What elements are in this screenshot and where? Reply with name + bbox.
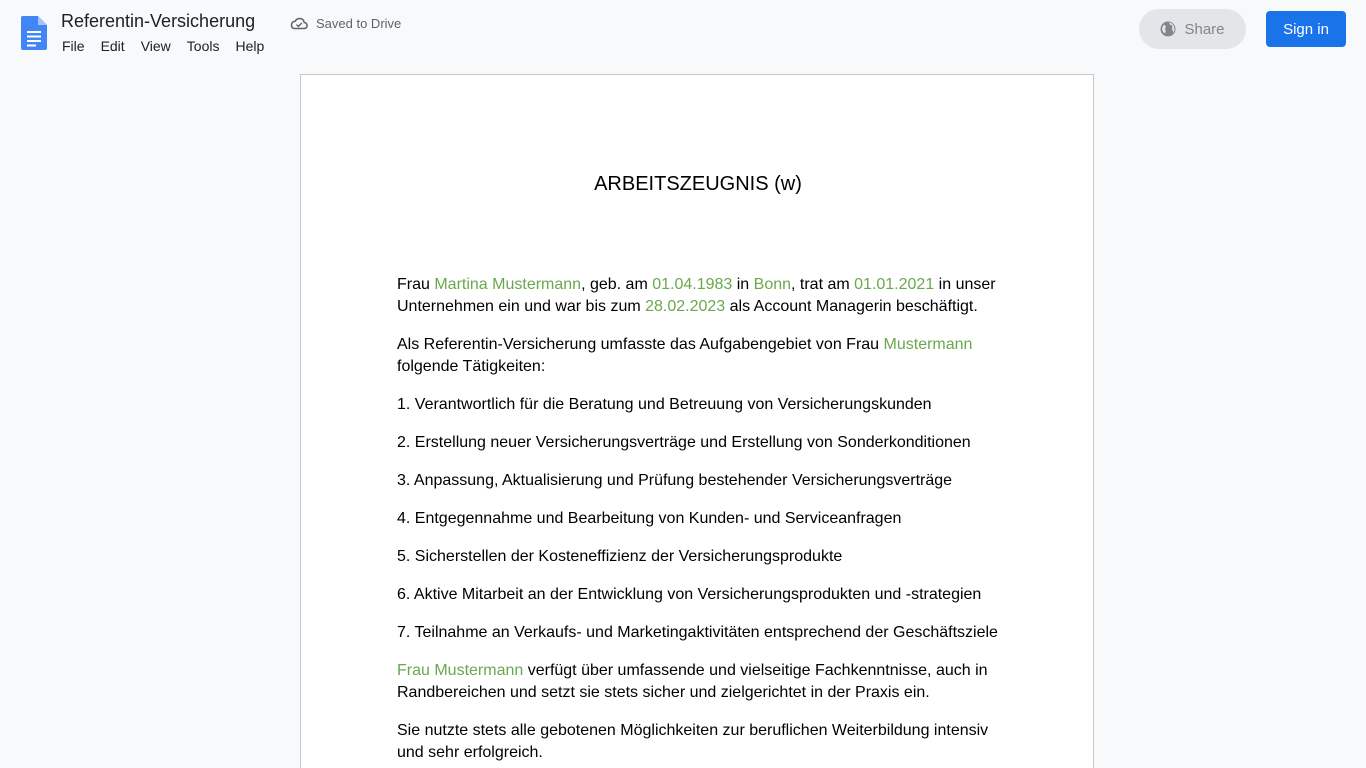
app-header (0, 0, 1366, 64)
globe-icon (1160, 21, 1176, 37)
docs-logo-icon[interactable] (21, 16, 47, 50)
document-page[interactable] (300, 74, 1094, 768)
employee-reference: Frau Mustermann (397, 662, 524, 679)
menu-help[interactable]: Help (235, 38, 265, 54)
cloud-done-icon (290, 16, 308, 30)
start-date: 01.01.2021 (854, 276, 935, 293)
document-title[interactable]: Referentin-Versicherung (61, 11, 256, 31)
save-status-label: Saved to Drive (316, 15, 402, 31)
end-date: 28.02.2023 (645, 298, 726, 315)
share-button[interactable] (1139, 9, 1246, 49)
employee-name: Martina Mustermann (434, 276, 582, 293)
document-heading: ARBEITSZEUGNIS (w) (594, 173, 802, 195)
task-item: 3. Anpassung, Aktualisierung und Prüfung bestehender Versicherungsverträge (397, 472, 953, 489)
paragraph-personal-data: Frau Martina Mustermann, geb. am 01.04.1983 in Bonn, trat am 01.01.2021 in unser Unternehmen ein und war bis zum 28.02.2023 als Account Managerin beschäftigt. (397, 276, 996, 315)
paragraph-training: Sie nutzte stets alle gebotenen Möglichkeiten zur beruflichen Weiterbildung intensiv und sehr erfolgreich. (397, 722, 989, 761)
paragraph-expertise: Frau Mustermann verfügt über umfassende und vielseitige Fachkenntnisse, auch in Randbereichen und setzt sie stets sicher und zielgerichtet in der Praxis ein. (397, 662, 988, 701)
task-item: 4. Entgegennahme und Bearbeitung von Kunden- und Serviceanfragen (397, 510, 902, 527)
menu-file[interactable]: File (62, 38, 85, 54)
menu-bar (54, 36, 272, 56)
menu-tools[interactable]: Tools (186, 38, 220, 54)
save-status[interactable] (290, 14, 401, 32)
birth-place: Bonn (753, 276, 792, 293)
menu-view[interactable]: View (140, 38, 171, 54)
document-canvas[interactable] (0, 64, 1366, 768)
task-item: 2. Erstellung neuer Versicherungsverträge und Erstellung von Sonderkonditionen (397, 434, 971, 451)
employee-surname: Mustermann (883, 336, 973, 353)
task-item: 6. Aktive Mitarbeit an der Entwicklung von Versicherungsprodukten und -strategien (397, 586, 982, 603)
birth-date: 01.04.1983 (652, 276, 733, 293)
share-label: Share (1184, 20, 1225, 38)
task-item: 1. Verantwortlich für die Beratung und Betreuung von Versicherungskunden (397, 396, 932, 413)
document-body (397, 274, 1017, 768)
task-item: 7. Teilnahme an Verkaufs- und Marketingaktivitäten entsprechend der Geschäftsziele (397, 624, 998, 641)
sign-in-button[interactable]: Sign in (1266, 11, 1346, 47)
task-item: 5. Sicherstellen der Kosteneffizienz der Versicherungsprodukte (397, 548, 843, 565)
menu-edit[interactable]: Edit (100, 38, 125, 54)
paragraph-duties-intro: Als Referentin-Versicherung umfasste das Aufgabengebiet von Frau Mustermann folgende Tätigkeiten: (397, 336, 973, 375)
